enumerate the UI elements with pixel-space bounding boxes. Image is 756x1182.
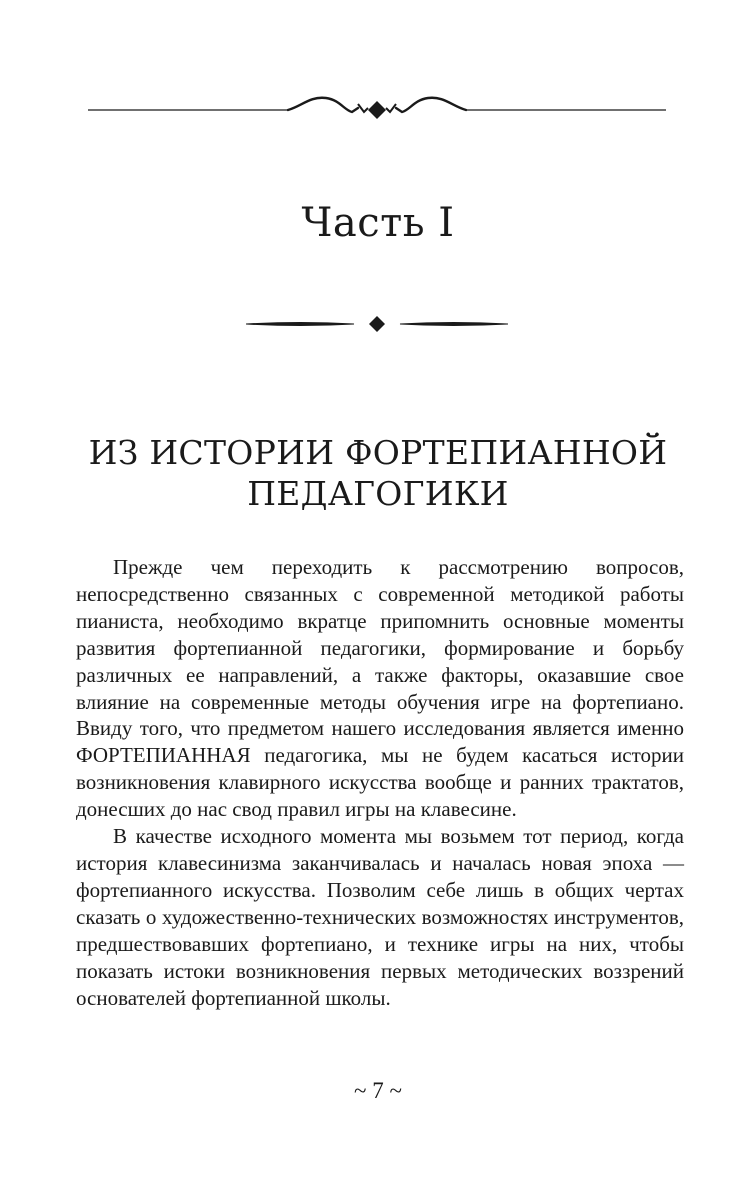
paragraph: В качестве исходного момента мы возьмем тот период, когда история клавесинизма заканчивалась и началась новая эпоха — фортепианного искусства. Позволим себе лишь в общих чертах сказать о художественно-технических возможностях инструментов, предшествовавших фортепиано, и технике игры на них, чтобы показать истоки возникновения первых методических воззрений основателей фортепианной школы. — [76, 824, 684, 1010]
chapter-title-line-2: ПЕДАГОГИКИ — [247, 474, 509, 513]
page-number: ~ 7 ~ — [354, 1078, 402, 1103]
part-title: Часть I — [301, 200, 455, 246]
body-text — [76, 554, 684, 1011]
paragraph: Прежде чем переходить к рассмотрению вопросов, непосредственно связанных с современной методикой работы пианиста, необходимо вкратце припомнить основные моменты развития фортепианной педагогики, формирование и борьбу различных ее направлений, а также факторы, оказавшие свое влияние на современные методы обучения игре на фортепиано. Ввиду того, что предметом нашего исследования является именно ФОРТЕПИАННАЯ педагогика, мы не будем касаться истории возникновения клавирного искусства вообще и ранних трактатов, донесших до нас свод правил игры на клавесине. — [76, 555, 684, 822]
diamond-divider-ornament-icon — [246, 312, 508, 336]
chapter-title-line-1: ИЗ ИСТОРИИ ФОРТЕПИАННОЙ — [88, 433, 668, 472]
chapter-title — [60, 432, 696, 514]
scroll-divider-ornament-icon — [88, 88, 666, 128]
